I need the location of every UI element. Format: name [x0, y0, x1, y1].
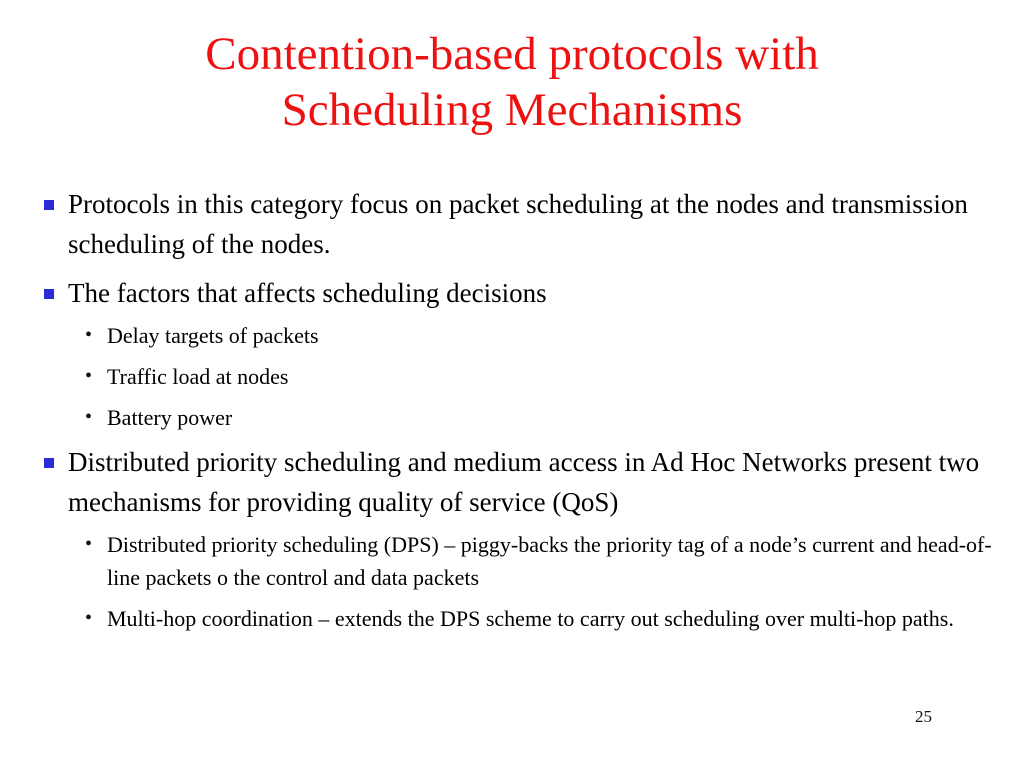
- sub-bullet-text: Distributed priority scheduling (DPS) – piggy-backs the priority tag of a node’s current and head-of-line packets o the control and data packets: [107, 532, 992, 590]
- bullet-text: Distributed priority scheduling and medium access in Ad Hoc Networks present two mechanisms for providing quality of service (QoS): [68, 447, 980, 517]
- bullet-item: [44, 442, 994, 522]
- dot-bullet-icon: •: [85, 406, 93, 428]
- slide-title: [60, 26, 964, 138]
- square-bullet-icon: [44, 458, 54, 468]
- square-bullet-icon: [44, 200, 54, 210]
- dot-bullet-icon: •: [85, 324, 93, 346]
- sub-bullet-item: [44, 360, 994, 393]
- bullet-text: The factors that affects scheduling decisions: [68, 278, 547, 308]
- sub-bullet-item: [44, 319, 994, 352]
- sub-bullet-text: Multi-hop coordination – extends the DPS scheme to carry out scheduling over multi-hop paths.: [107, 606, 954, 631]
- dot-bullet-icon: •: [85, 533, 93, 555]
- sub-bullet-item: [44, 401, 994, 434]
- slide-body: [44, 184, 994, 643]
- sub-bullet-item: [44, 602, 994, 635]
- bullet-item: [44, 273, 994, 313]
- square-bullet-icon: [44, 289, 54, 299]
- slide-title-line-2: Scheduling Mechanisms: [281, 84, 743, 136]
- sub-bullet-item: [44, 528, 994, 594]
- dot-bullet-icon: •: [85, 365, 93, 387]
- bullet-item: [44, 184, 994, 264]
- sub-bullet-text: Delay targets of packets: [107, 323, 319, 348]
- bullet-text: Protocols in this category focus on packet scheduling at the nodes and transmission scheduling of the nodes.: [68, 189, 968, 259]
- sub-bullet-text: Traffic load at nodes: [107, 364, 289, 389]
- page-number: 25: [915, 707, 932, 726]
- dot-bullet-icon: •: [85, 607, 93, 629]
- slide-title-line-1: Contention-based protocols with: [205, 28, 819, 80]
- sub-bullet-text: Battery power: [107, 405, 233, 430]
- sub-bullet-list: [44, 319, 994, 434]
- sub-bullet-list: [44, 528, 994, 635]
